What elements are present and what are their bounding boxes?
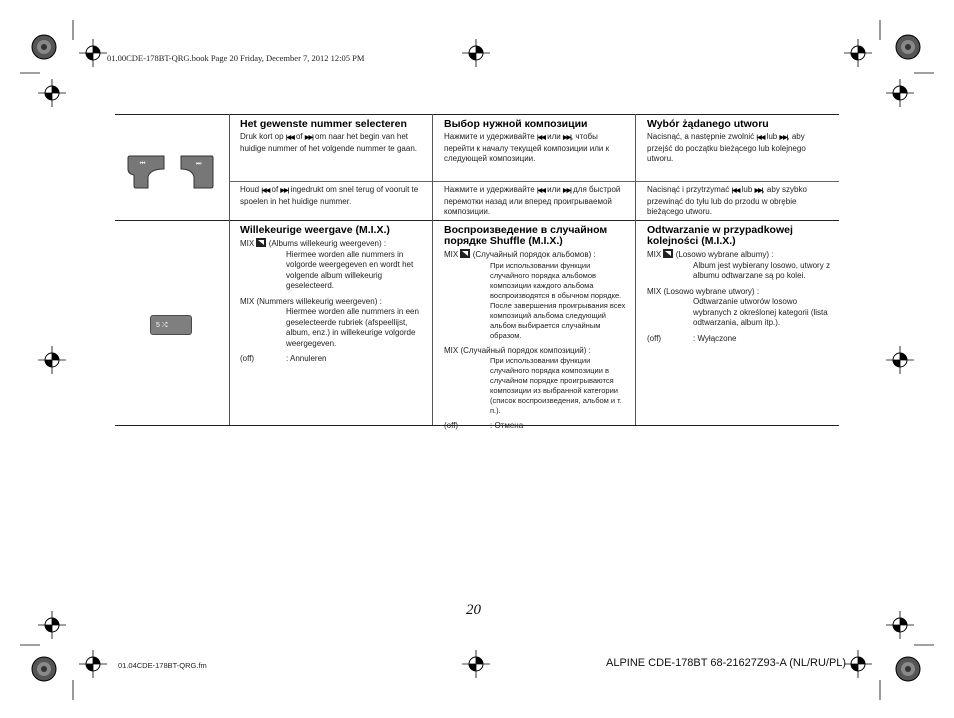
track-mode-label: MIX (Nummers willekeurig weergeven) : xyxy=(240,296,382,306)
track-mode-desc: Hiermee worden alle nummers in een geselecteerde rubriek (afspeellijst, album, enz.) in willekeurige volgorde weergegeven. xyxy=(286,307,419,348)
text: Нажмите и удерживайте xyxy=(444,132,535,141)
row1-pl-short xyxy=(647,119,832,165)
row2-ru xyxy=(444,225,629,432)
text: lub xyxy=(766,132,778,141)
row1-nl-short xyxy=(240,119,425,154)
svg-text:⏮: ⏮ xyxy=(140,160,146,167)
text: of xyxy=(295,132,303,141)
album-mode-desc: Album jest wybierany losowo, utwory z albumu odtwarzane są po kolei. xyxy=(693,260,830,280)
album-mode-desc: Hiermee worden alle nummers in volgorde weergegeven en wordt het volgende album willekeurig geselecteerd. xyxy=(286,249,414,290)
text: of xyxy=(271,185,279,194)
text: или xyxy=(547,185,561,194)
prev-track-icon: |◀◀ xyxy=(756,135,765,141)
mix-album-icon xyxy=(663,249,673,258)
text: для быстрой перемотки назад или вперед проигрываемой композиции. xyxy=(444,185,621,216)
row2-nl-title: Willekeurige weergave (M.I.X.) xyxy=(240,224,390,236)
col-divider-1 xyxy=(229,114,230,425)
mix-label: MIX xyxy=(240,239,255,248)
track-mode-desc: Odtwarzanie utworów losowo wybranych z określonej kategorii (lista odtwarzania, album itp.). xyxy=(693,297,828,327)
page-number: 20 xyxy=(466,602,481,618)
mix-label: MIX xyxy=(444,250,459,259)
album-mode-desc: При использовании функции случайного порядка альбомов композиции каждого альбома воспроизводятся в обычном порядке. После завершения проигрывания всех композиций альбома следующий альбом выбирается случайным образом. xyxy=(490,260,626,340)
text: , aby szybko przewinąć do tyłu lub do przodu w obrębie bieżącego utworu. xyxy=(647,185,807,216)
next-track-icon: ▶▶| xyxy=(562,188,571,194)
row1-divider xyxy=(230,181,839,182)
mix-button-illustration: 5 ⤮ xyxy=(150,315,192,335)
text: Druk kort op xyxy=(240,132,284,141)
prev-track-icon: |◀◀ xyxy=(536,135,545,141)
row1-ru-title: Выбор нужной композиции xyxy=(444,118,588,130)
track-mode-label: MIX (Случайный порядок композиций) : xyxy=(444,345,591,355)
text: ingedrukt om snel terug of vooruit te spoelen in het huidige nummer. xyxy=(240,185,419,206)
mix-label: MIX xyxy=(647,250,662,259)
text: или xyxy=(547,132,561,141)
prev-track-icon: |◀◀ xyxy=(285,135,294,141)
footer-model: ALPINE CDE-178BT 68-21627Z93-A (NL/RU/PL) xyxy=(606,657,847,669)
text: Нажмите и удерживайте xyxy=(444,185,535,194)
col-divider-2 xyxy=(432,114,433,425)
text: om naar het begin van het huidige nummer of het volgende nummer te gaan. xyxy=(240,132,417,153)
text: Nacisnąć i przytrzymać xyxy=(647,185,730,194)
row2-pl xyxy=(647,225,832,344)
text: , чтобы перейти к началу текущей композиции или к следующей композиции. xyxy=(444,132,610,163)
next-track-icon: ▶▶| xyxy=(562,135,571,141)
off-label: (off) xyxy=(647,333,662,343)
header-note: 01.00CDE-178BT-QRG.book Page 20 Friday, December 7, 2012 12:05 PM xyxy=(107,53,365,63)
off-desc: : Отмена xyxy=(490,421,524,430)
row1-ru-short xyxy=(444,119,629,165)
next-track-icon: ▶▶| xyxy=(754,188,763,194)
row1-nl-title: Het gewenste nummer selecteren xyxy=(240,118,407,130)
row1-ru-hold xyxy=(444,185,629,218)
next-track-icon: ▶▶| xyxy=(280,188,289,194)
row2-pl-title: Odtwarzanie w przypadkowej kolejności (M.I.X.) xyxy=(647,224,793,247)
text: Houd xyxy=(240,185,260,194)
row-divider xyxy=(115,220,839,221)
footer-filename: 01.04CDE-178BT-QRG.fm xyxy=(118,661,207,670)
mix-album-icon xyxy=(460,249,470,258)
row1-pl-title: Wybór żądanego utworu xyxy=(647,118,769,130)
row2-nl xyxy=(240,225,425,365)
album-mode-label: (Losowo wybrane albumy) : xyxy=(675,250,774,259)
table-top-rule xyxy=(115,114,839,115)
prev-track-icon: |◀◀ xyxy=(261,188,270,194)
next-track-icon: ▶▶| xyxy=(304,135,313,141)
text: Nacisnąć, a następnie zwolnić xyxy=(647,132,755,141)
prev-track-icon: |◀◀ xyxy=(731,188,740,194)
next-track-icon: ▶▶| xyxy=(779,135,788,141)
svg-text:⏭: ⏭ xyxy=(196,160,202,167)
text: lub xyxy=(741,185,753,194)
text: , aby przejść do początku bieżącego lub kolejnego utworu. xyxy=(647,132,806,163)
mix-album-icon xyxy=(256,238,266,247)
off-desc: : Annuleren xyxy=(286,354,327,363)
next-button-illustration xyxy=(180,155,214,189)
row2-ru-title: Воспроизведение в случайном порядке Shuffle (M.I.X.) xyxy=(444,224,608,247)
row1-pl-hold xyxy=(647,185,832,218)
prev-track-icon: |◀◀ xyxy=(536,188,545,194)
track-mode-desc: При использовании функции случайного порядка композиции в случайном порядке проигрываются композиции из выбранной категории (список воспроизведения, альбом и т. п.). xyxy=(490,356,622,415)
album-mode-label: (Случайный порядок альбомов) : xyxy=(472,250,596,259)
track-mode-label: MIX (Losowo wybrane utwory) : xyxy=(647,286,760,296)
prev-button-illustration xyxy=(126,155,166,189)
row1-nl-hold xyxy=(240,185,425,207)
col-divider-3 xyxy=(635,114,636,425)
off-desc: : Wyłączone xyxy=(693,333,737,343)
off-label: (off) xyxy=(240,354,255,363)
off-label: (off) xyxy=(444,421,459,430)
album-mode-label: (Albums willekeurig weergeven) : xyxy=(268,239,387,248)
